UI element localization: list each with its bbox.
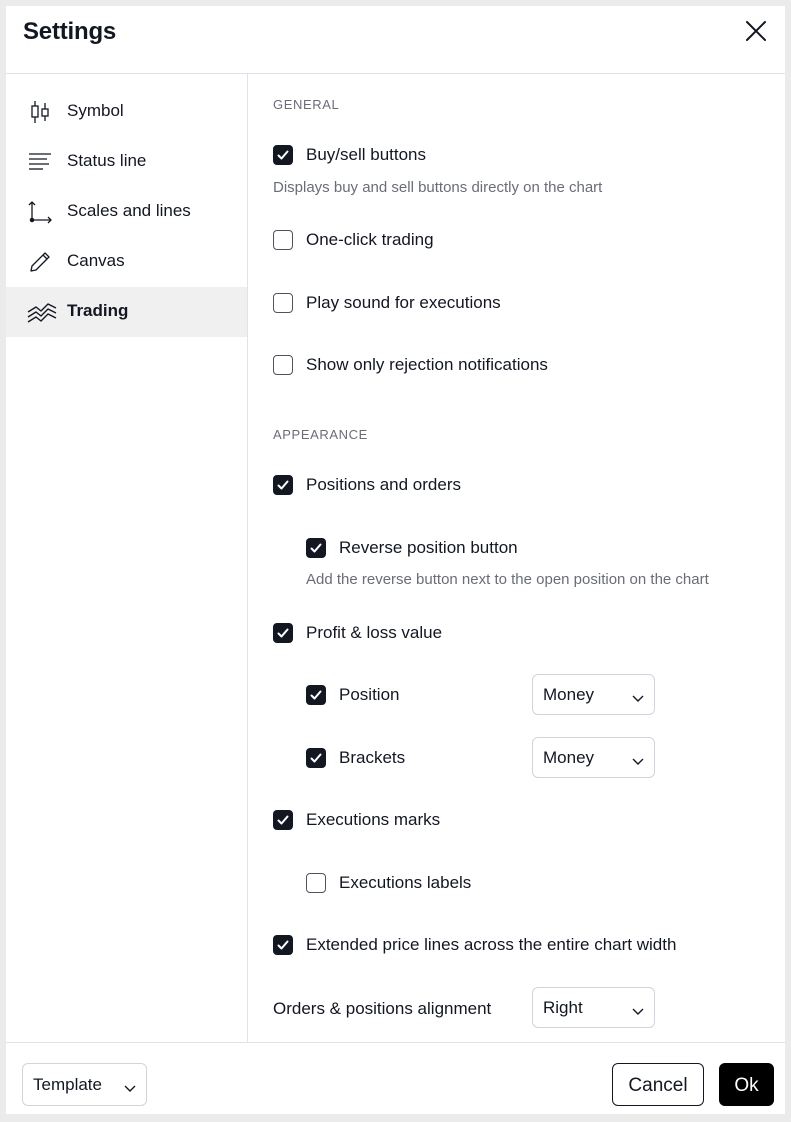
option-hint: Add the reverse button next to the open position on the chart (306, 571, 709, 588)
sidebar-item-status-line[interactable] (6, 137, 247, 187)
dialog-header (6, 6, 785, 74)
section-heading-appearance: APPEARANCE (273, 427, 368, 442)
cancel-button[interactable]: Cancel (612, 1063, 704, 1106)
checkbox[interactable] (273, 355, 293, 375)
option-label: Executions marks (306, 810, 441, 829)
sidebar-item-label: Canvas (67, 251, 125, 270)
candlestick-icon (26, 98, 54, 126)
checkbox[interactable] (273, 475, 293, 495)
trading-settings-panel (248, 74, 785, 1042)
settings-dialog (6, 6, 785, 1114)
option-label: Buy/sell buttons (306, 145, 427, 164)
sidebar-item-trading[interactable] (6, 287, 247, 337)
ok-button[interactable]: Ok (719, 1063, 774, 1106)
select-value: Money (543, 685, 595, 704)
option-label: Play sound for executions (306, 293, 501, 312)
pencil-icon (26, 248, 54, 276)
trading-icon (26, 298, 54, 326)
sidebar-item-symbol[interactable] (6, 87, 247, 137)
option-label: Executions labels (339, 873, 472, 892)
select-value: Template (33, 1075, 102, 1094)
checkbox[interactable] (306, 748, 326, 768)
sidebar-item-canvas[interactable] (6, 237, 247, 287)
sidebar-item-label: Trading (67, 301, 129, 320)
option-label: Brackets (339, 748, 406, 767)
select-value: Money (543, 748, 595, 767)
option-label: Show only rejection notifications (306, 355, 548, 374)
scales-icon (26, 198, 54, 226)
checkbox[interactable] (273, 230, 293, 250)
option-label: Reverse position button (339, 538, 518, 557)
section-heading-general: GENERAL (273, 97, 340, 112)
option-label: Profit & loss value (306, 623, 443, 642)
sidebar-item-label: Scales and lines (67, 201, 191, 220)
alignment-label: Orders & positions alignment (273, 999, 492, 1018)
chevron-down-icon (632, 753, 644, 771)
dialog-footer (6, 1042, 785, 1114)
status-line-icon (26, 148, 54, 176)
option-label: Extended price lines across the entire chart width (306, 935, 677, 954)
settings-sidebar (6, 74, 248, 1042)
select-value: Right (543, 998, 583, 1017)
checkbox[interactable] (306, 873, 326, 893)
checkbox[interactable] (273, 293, 293, 313)
position-value-select[interactable] (532, 674, 655, 715)
option-hint: Displays buy and sell buttons directly on the chart (273, 179, 603, 196)
chevron-down-icon (632, 690, 644, 708)
checkbox[interactable] (273, 810, 293, 830)
chevron-down-icon (124, 1080, 136, 1098)
option-label: Position (339, 685, 400, 704)
checkbox[interactable] (306, 685, 326, 705)
close-icon[interactable] (744, 19, 768, 43)
option-label: Positions and orders (306, 475, 461, 494)
dialog-title: Settings (23, 18, 117, 45)
sidebar-item-label: Symbol (67, 101, 124, 120)
checkbox[interactable] (273, 145, 293, 165)
sidebar-item-scales[interactable] (6, 187, 247, 237)
checkbox[interactable] (273, 623, 293, 643)
template-select[interactable] (22, 1063, 147, 1106)
checkbox[interactable] (306, 538, 326, 558)
checkbox[interactable] (273, 935, 293, 955)
sidebar-item-label: Status line (67, 151, 147, 170)
option-label: One-click trading (306, 230, 434, 249)
brackets-value-select[interactable] (532, 737, 655, 778)
chevron-down-icon (632, 1003, 644, 1021)
alignment-select[interactable] (532, 987, 655, 1028)
